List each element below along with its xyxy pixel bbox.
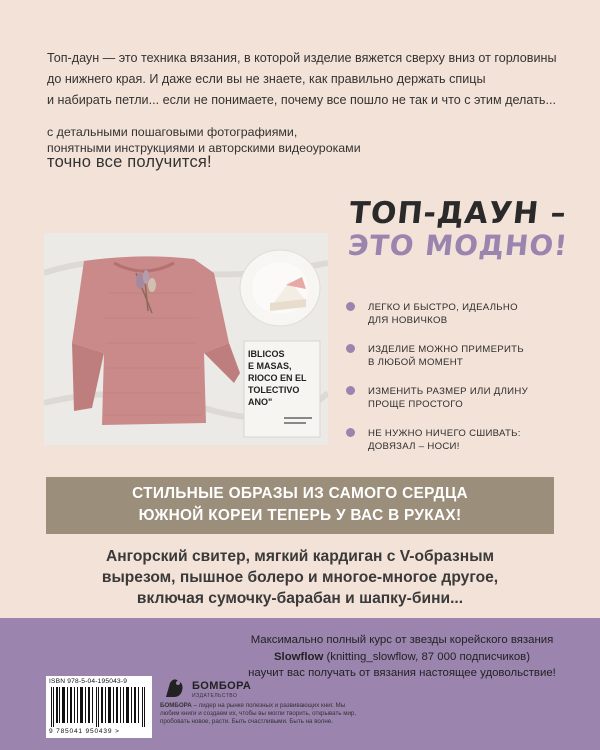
promise-accent: точно все получится! [47,153,212,171]
publisher-name: БОМБОРА [192,680,252,692]
isbn: ISBN 978-5-04-195043-9 [49,678,128,685]
feature-line: ДОВЯЗАЛ – НОСИ! [368,441,460,452]
bullet-dot-icon [346,386,355,395]
author-name: Slowflow [273,650,324,663]
list-item [346,385,586,411]
book-text: E MASAS, [248,361,292,371]
bullet-dot-icon [346,344,355,353]
book-text: RIOCO EN EL [248,373,307,383]
course-line: Максимально полный курс от звезды корейского вязания [250,634,554,646]
course-line [232,649,572,666]
barcode-bars [49,687,149,727]
feature-line: В ЛЮБОЙ МОМЕНТ [368,357,464,368]
description-line: Ангорский свитер, мягкий кардиган с V-образным [105,548,495,565]
contents-description [46,546,554,609]
promise-line: с детальными пошаговыми фотографиями, [47,125,298,139]
promise-line: понятными инструкциями и авторскими видеоуроками [47,141,361,155]
bullet-dot-icon [346,302,355,311]
headline [338,196,578,262]
book [244,341,320,437]
author-handle: (knitting_slowflow, 87 000 подписчиков) [323,650,531,663]
course-blurb [232,632,572,682]
publisher-logo [162,675,252,703]
book-text: ANO" [248,397,273,407]
sweater-illustration [44,233,328,445]
intro-line: и набирать петли... если не понимаете, почему все пошло не так и что с этим делать... [47,93,556,107]
list-item [346,301,586,327]
feature-line: ИЗДЕЛИЕ МОЖНО ПРИМЕРИТЬ [368,344,524,355]
promo-banner [46,477,554,534]
feature-line: НЕ НУЖНО НИЧЕГО СШИВАТЬ: [368,428,521,439]
barcode [46,676,152,738]
description-line: включая сумочку-барабан и шапку-бини... [136,590,464,607]
tagline-rest: – лидер на рынке полезных и развивающих книг. Мы любим книги и создаем их, чтобы вы могли творить, открывать мир, пробовать новое, расти. Быть счастливыми. Быть на волне. [160,702,357,726]
feature-list [346,301,586,469]
bombora-logo-icon [162,675,188,701]
tagline-lead: БОМБОРА [160,702,192,709]
feature-line: ИЗМЕНИТЬ РАЗМЕР ИЛИ ДЛИНУ [368,386,528,397]
banner-line: СТИЛЬНЫЕ ОБРАЗЫ ИЗ САМОГО СЕРДЦА [132,485,468,502]
intro-line: до нижнего края. И даже если вы не знаете, как правильно держать спицы [47,72,486,86]
book-text: IBLICOS [248,349,285,359]
feature-line: ПРОЩЕ ПРОСТОГО [368,399,463,410]
publisher-subtitle: ИЗДАТЕЛЬСТВО [192,693,238,699]
feature-line: ДЛЯ НОВИЧКОВ [368,315,448,326]
publisher-tagline [160,702,360,727]
list-item [346,427,586,453]
promise-text [47,124,361,156]
book-text: TOLECTIVO [248,385,300,395]
headline-line-2: ЭТО МОДНО! [346,229,570,262]
banner-line: ЮЖНОЙ КОРЕИ ТЕПЕРЬ У ВАС В РУКАХ! [138,507,462,524]
description-line: вырезом, пышное болеро и многое-многое другое, [101,569,499,586]
intro-line: Топ-даун — это техника вязания, в которой изделие вяжется сверху вниз от горловины [47,51,557,65]
headline-line-1: ТОП-ДАУН – [347,196,569,231]
course-line: научит вас получать от вязания настоящее удовольствие! [248,667,556,679]
sweater-photo [44,233,328,445]
list-item [346,343,586,369]
feature-line: ЛЕГКО И БЫСТРО, ИДЕАЛЬНО [368,302,518,313]
intro-text [47,48,567,111]
barcode-number: 9 785041 950439 > [49,728,120,735]
bullet-dot-icon [346,428,355,437]
